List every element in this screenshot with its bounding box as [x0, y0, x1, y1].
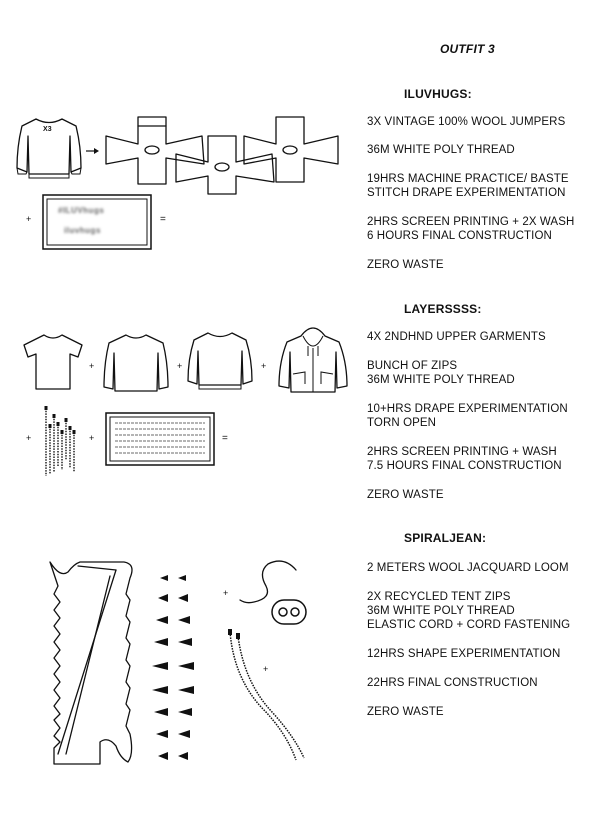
- list-item: 2HRS SCREEN PRINTING + 2X WASH: [367, 216, 575, 228]
- list-item: 2 METERS WOOL JACQUARD LOOM: [367, 562, 569, 574]
- list-item: STITCH DRAPE EXPERIMENTATION: [367, 187, 566, 199]
- draped-jumper-pattern: [104, 112, 340, 197]
- sweatshirt-illustration: [186, 331, 254, 391]
- list-item: 7.5 HOURS FINAL CONSTRUCTION: [367, 460, 562, 472]
- plus-sign: +: [223, 588, 229, 598]
- list-item: 36M WHITE POLY THREAD: [367, 605, 515, 617]
- section-heading-layerssss: LAYERSSSS:: [404, 302, 482, 316]
- plus-sign: +: [263, 664, 269, 674]
- section-heading-iluvhugs: ILUVHUGS:: [404, 87, 472, 101]
- plus-sign: +: [177, 361, 183, 371]
- screen-print-frame: [42, 194, 152, 250]
- tshirt-illustration: [22, 333, 84, 391]
- jumper-count-label: X3: [43, 126, 52, 133]
- plus-sign: +: [26, 433, 32, 443]
- list-item: 12HRS SHAPE EXPERIMENTATION: [367, 648, 561, 660]
- list-item: ZERO WASTE: [367, 259, 444, 271]
- spiral-jean-pattern: [44, 558, 140, 770]
- print-text: iluvhugs: [64, 226, 101, 235]
- list-item: 6 HOURS FINAL CONSTRUCTION: [367, 230, 552, 242]
- plus-sign: +: [89, 361, 95, 371]
- list-item: BUNCH OF ZIPS: [367, 360, 458, 372]
- print-text: #ILUVhugs: [58, 206, 105, 215]
- equals-sign: =: [160, 214, 166, 225]
- plus-sign: +: [26, 214, 32, 224]
- list-item: 22HRS FINAL CONSTRUCTION: [367, 677, 538, 689]
- list-item: 36M WHITE POLY THREAD: [367, 374, 515, 386]
- longsleeve-illustration: [101, 333, 171, 395]
- plus-sign: +: [89, 433, 95, 443]
- list-item: ZERO WASTE: [367, 489, 444, 501]
- tent-zips-illustration: [222, 628, 322, 764]
- screen-print-frame: [105, 412, 215, 466]
- list-item: 3X VINTAGE 100% WOOL JUMPERS: [367, 116, 566, 128]
- hoodie-illustration: [275, 326, 351, 396]
- list-item: 2HRS SCREEN PRINTING + WASH: [367, 446, 557, 458]
- list-item: 19HRS MACHINE PRACTICE/ BASTE: [367, 173, 569, 185]
- plus-sign: +: [261, 361, 267, 371]
- list-item: ELASTIC CORD + CORD FASTENING: [367, 619, 571, 631]
- page-title: OUTFIT 3: [440, 42, 495, 56]
- arrow-icon: [86, 147, 100, 155]
- list-item: 4X 2NDHND UPPER GARMENTS: [367, 331, 546, 343]
- elastic-cord-illustration: [236, 558, 312, 630]
- zips-illustration: [40, 402, 82, 480]
- list-item: ZERO WASTE: [367, 706, 444, 718]
- list-item: TORN OPEN: [367, 417, 437, 429]
- list-item: 2X RECYCLED TENT ZIPS: [367, 591, 511, 603]
- spike-pieces: [150, 574, 200, 766]
- equals-sign: =: [222, 433, 228, 444]
- section-heading-spiraljean: SPIRALJEAN:: [404, 531, 487, 545]
- list-item: 36M WHITE POLY THREAD: [367, 144, 515, 156]
- list-item: 10+HRS DRAPE EXPERIMENTATION: [367, 403, 568, 415]
